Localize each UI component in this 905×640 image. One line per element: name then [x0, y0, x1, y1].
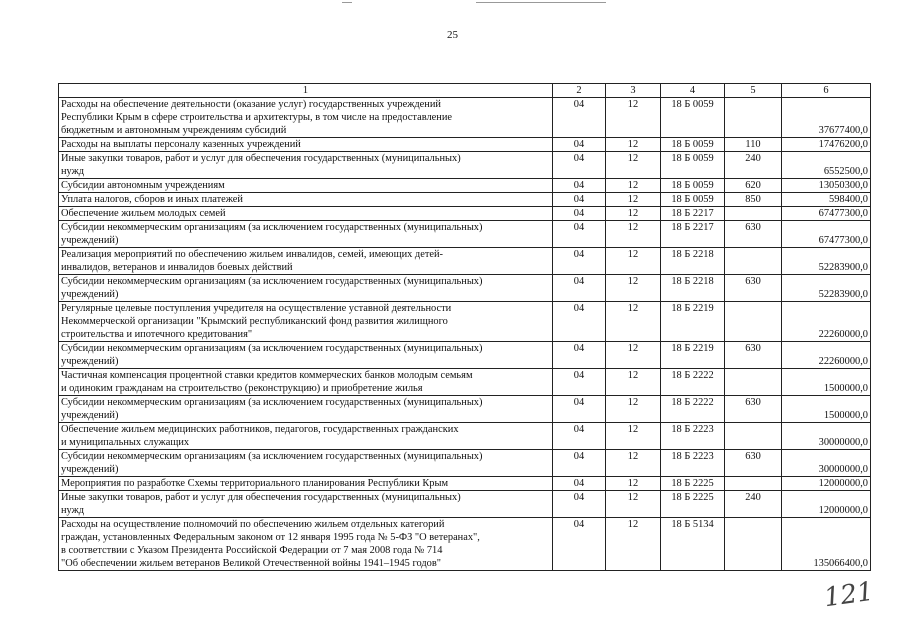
table-row — [59, 396, 871, 423]
row-description — [59, 423, 553, 450]
table-row — [59, 302, 871, 342]
expense-type-code: 630 — [725, 342, 782, 369]
target-article-code: 18 Б 5134 — [661, 518, 725, 571]
section-code: 04 — [553, 193, 606, 207]
amount: 1500000,0 — [782, 369, 871, 396]
row-description — [59, 396, 553, 423]
row-description — [59, 98, 553, 138]
description-line: Некоммерческой организации "Крымский республиканский фонд развития жилищного — [61, 316, 448, 327]
description-line: бюджетным и автономным учреждениям субсидий — [61, 125, 287, 136]
row-description — [59, 450, 553, 477]
target-article-code: 18 Б 2223 — [661, 450, 725, 477]
target-article-code: 18 Б 2219 — [661, 302, 725, 342]
row-description — [59, 491, 553, 518]
expense-type-code: 630 — [725, 221, 782, 248]
subsection-code: 12 — [606, 248, 661, 275]
description-line: Субсидии некоммерческим организациям (за исключением государственных (муниципальных) — [61, 222, 483, 233]
table-row — [59, 369, 871, 396]
description-line: учреждений) — [61, 235, 119, 246]
description-line: Регулярные целевые поступления учредителя на осуществление уставной деятельности — [61, 303, 452, 314]
table-row — [59, 138, 871, 152]
page-number: 25 — [447, 29, 458, 41]
description-line: учреждений) — [61, 356, 119, 367]
expense-type-code: 110 — [725, 138, 782, 152]
description-line: нужд — [61, 505, 85, 516]
description-line: учреждений) — [61, 289, 119, 300]
description-line: граждан, установленных Федеральным законом от 12 января 1995 года № 5-ФЗ "О ветеранах", — [61, 532, 480, 543]
table-row — [59, 423, 871, 450]
table-row — [59, 221, 871, 248]
description-line: строительства и ипотечного кредитования" — [61, 329, 253, 340]
subsection-code: 12 — [606, 450, 661, 477]
expense-type-code: 850 — [725, 193, 782, 207]
expense-type-code — [725, 518, 782, 571]
subsection-code: 12 — [606, 477, 661, 491]
expense-type-code: 630 — [725, 396, 782, 423]
description-line: Расходы на осуществление полномочий по обеспечению жильем отдельных категорий — [61, 519, 445, 530]
amount: 67477300,0 — [782, 207, 871, 221]
expense-type-code: 620 — [725, 179, 782, 193]
description-line: Субсидии некоммерческим организациям (за исключением государственных (муниципальных) — [61, 343, 483, 354]
section-code: 04 — [553, 275, 606, 302]
row-description — [59, 152, 553, 179]
target-article-code: 18 Б 0059 — [661, 98, 725, 138]
amount: 22260000,0 — [782, 342, 871, 369]
header-cell: 4 — [661, 84, 725, 98]
row-description — [59, 248, 553, 275]
header-cell: 2 — [553, 84, 606, 98]
target-article-code: 18 Б 2217 — [661, 207, 725, 221]
target-article-code: 18 Б 0059 — [661, 152, 725, 179]
handwritten-page-number: 121 — [822, 576, 876, 614]
subsection-code: 12 — [606, 423, 661, 450]
section-code: 04 — [553, 423, 606, 450]
amount: 22260000,0 — [782, 302, 871, 342]
amount: 12000000,0 — [782, 491, 871, 518]
target-article-code: 18 Б 2219 — [661, 342, 725, 369]
section-code: 04 — [553, 396, 606, 423]
row-description — [59, 477, 553, 491]
table-row — [59, 450, 871, 477]
description-line: нужд — [61, 166, 85, 177]
expense-type-code — [725, 369, 782, 396]
amount: 17476200,0 — [782, 138, 871, 152]
expense-type-code: 630 — [725, 275, 782, 302]
amount: 13050300,0 — [782, 179, 871, 193]
description-line: Субсидии некоммерческим организациям (за исключением государственных (муниципальных) — [61, 276, 483, 287]
budget-table — [58, 83, 871, 571]
row-description — [59, 193, 553, 207]
table-row — [59, 275, 871, 302]
target-article-code: 18 Б 2223 — [661, 423, 725, 450]
table-row — [59, 207, 871, 221]
subsection-code: 12 — [606, 302, 661, 342]
table-row — [59, 491, 871, 518]
amount: 598400,0 — [782, 193, 871, 207]
subsection-code: 12 — [606, 518, 661, 571]
table-header-row — [59, 84, 871, 98]
row-description — [59, 275, 553, 302]
target-article-code: 18 Б 2222 — [661, 396, 725, 423]
expense-type-code — [725, 423, 782, 450]
target-article-code: 18 Б 2225 — [661, 477, 725, 491]
subsection-code: 12 — [606, 98, 661, 138]
target-article-code: 18 Б 2218 — [661, 248, 725, 275]
subsection-code: 12 — [606, 207, 661, 221]
amount: 37677400,0 — [782, 98, 871, 138]
subsection-code: 12 — [606, 342, 661, 369]
row-description — [59, 518, 553, 571]
amount: 12000000,0 — [782, 477, 871, 491]
section-code: 04 — [553, 518, 606, 571]
header-cell: 5 — [725, 84, 782, 98]
table-row — [59, 518, 871, 571]
target-article-code: 18 Б 2218 — [661, 275, 725, 302]
amount: 30000000,0 — [782, 423, 871, 450]
description-line: Расходы на выплаты персоналу казенных учреждений — [61, 139, 301, 150]
section-code: 04 — [553, 179, 606, 193]
description-line: Частичная компенсация процентной ставки кредитов коммерческих банков молодым семьям — [61, 370, 473, 381]
row-description — [59, 221, 553, 248]
table-row — [59, 342, 871, 369]
amount: 52283900,0 — [782, 275, 871, 302]
row-description — [59, 342, 553, 369]
section-code: 04 — [553, 138, 606, 152]
row-description — [59, 179, 553, 193]
table-row — [59, 98, 871, 138]
target-article-code: 18 Б 2217 — [661, 221, 725, 248]
description-line: в соответствии с Указом Президента Российской Федерации от 7 мая 2008 года № 714 — [61, 545, 443, 556]
description-line: и одиноким гражданам на строительство (реконструкцию) и приобретение жилья — [61, 383, 423, 394]
description-line: Субсидии некоммерческим организациям (за исключением государственных (муниципальных) — [61, 451, 483, 462]
expense-type-code: 240 — [725, 152, 782, 179]
description-line: "Об обеспечении жильем ветеранов Великой Отечественной войны 1941–1945 годов" — [61, 558, 441, 569]
header-cell: 3 — [606, 84, 661, 98]
table-row — [59, 193, 871, 207]
section-code: 04 — [553, 450, 606, 477]
description-line: учреждений) — [61, 464, 119, 475]
subsection-code: 12 — [606, 491, 661, 518]
description-line: Расходы на обеспечение деятельности (оказание услуг) государственных учреждений — [61, 99, 441, 110]
amount: 30000000,0 — [782, 450, 871, 477]
section-code: 04 — [553, 98, 606, 138]
table-row — [59, 179, 871, 193]
scan-line — [476, 2, 606, 3]
table-row — [59, 477, 871, 491]
amount: 135066400,0 — [782, 518, 871, 571]
expense-type-code — [725, 98, 782, 138]
expense-type-code: 240 — [725, 491, 782, 518]
scan-line — [342, 2, 352, 3]
header-cell: 6 — [782, 84, 871, 98]
description-line: Иные закупки товаров, работ и услуг для обеспечения государственных (муниципальных) — [61, 153, 461, 164]
section-code: 04 — [553, 477, 606, 491]
subsection-code: 12 — [606, 369, 661, 396]
expense-type-code — [725, 248, 782, 275]
description-line: Обеспечение жильем молодых семей — [61, 208, 226, 219]
target-article-code: 18 Б 2225 — [661, 491, 725, 518]
description-line: Реализация мероприятий по обеспечению жильем инвалидов, семей, имеющих детей- — [61, 249, 443, 260]
description-line: Обеспечение жильем медицинских работников, педагогов, государственных гражданских — [61, 424, 459, 435]
description-line: Субсидии автономным учреждениям — [61, 180, 225, 191]
section-code: 04 — [553, 342, 606, 369]
row-description — [59, 302, 553, 342]
amount: 1500000,0 — [782, 396, 871, 423]
target-article-code: 18 Б 2222 — [661, 369, 725, 396]
description-line: Субсидии некоммерческим организациям (за исключением государственных (муниципальных) — [61, 397, 483, 408]
subsection-code: 12 — [606, 138, 661, 152]
amount: 6552500,0 — [782, 152, 871, 179]
expense-type-code: 630 — [725, 450, 782, 477]
row-description — [59, 207, 553, 221]
table-row — [59, 248, 871, 275]
section-code: 04 — [553, 152, 606, 179]
section-code: 04 — [553, 248, 606, 275]
expense-type-code — [725, 477, 782, 491]
subsection-code: 12 — [606, 275, 661, 302]
row-description — [59, 138, 553, 152]
section-code: 04 — [553, 207, 606, 221]
subsection-code: 12 — [606, 193, 661, 207]
description-line: Мероприятия по разработке Схемы территориального планирования Республики Крым — [61, 478, 449, 489]
target-article-code: 18 Б 0059 — [661, 138, 725, 152]
subsection-code: 12 — [606, 152, 661, 179]
section-code: 04 — [553, 491, 606, 518]
subsection-code: 12 — [606, 221, 661, 248]
description-line: Республики Крым в сфере строительства и архитектуры, в том числе на предоставление — [61, 112, 452, 123]
row-description — [59, 369, 553, 396]
description-line: и муниципальных служащих — [61, 437, 190, 448]
description-line: Уплата налогов, сборов и иных платежей — [61, 194, 243, 205]
section-code: 04 — [553, 302, 606, 342]
subsection-code: 12 — [606, 396, 661, 423]
expense-type-code — [725, 207, 782, 221]
section-code: 04 — [553, 221, 606, 248]
description-line: инвалидов, ветеранов и инвалидов боевых действий — [61, 262, 293, 273]
section-code: 04 — [553, 369, 606, 396]
target-article-code: 18 Б 0059 — [661, 179, 725, 193]
description-line: учреждений) — [61, 410, 119, 421]
expense-type-code — [725, 302, 782, 342]
header-cell: 1 — [59, 84, 553, 98]
amount: 52283900,0 — [782, 248, 871, 275]
subsection-code: 12 — [606, 179, 661, 193]
amount: 67477300,0 — [782, 221, 871, 248]
target-article-code: 18 Б 0059 — [661, 193, 725, 207]
description-line: Иные закупки товаров, работ и услуг для обеспечения государственных (муниципальных) — [61, 492, 461, 503]
table-row — [59, 152, 871, 179]
